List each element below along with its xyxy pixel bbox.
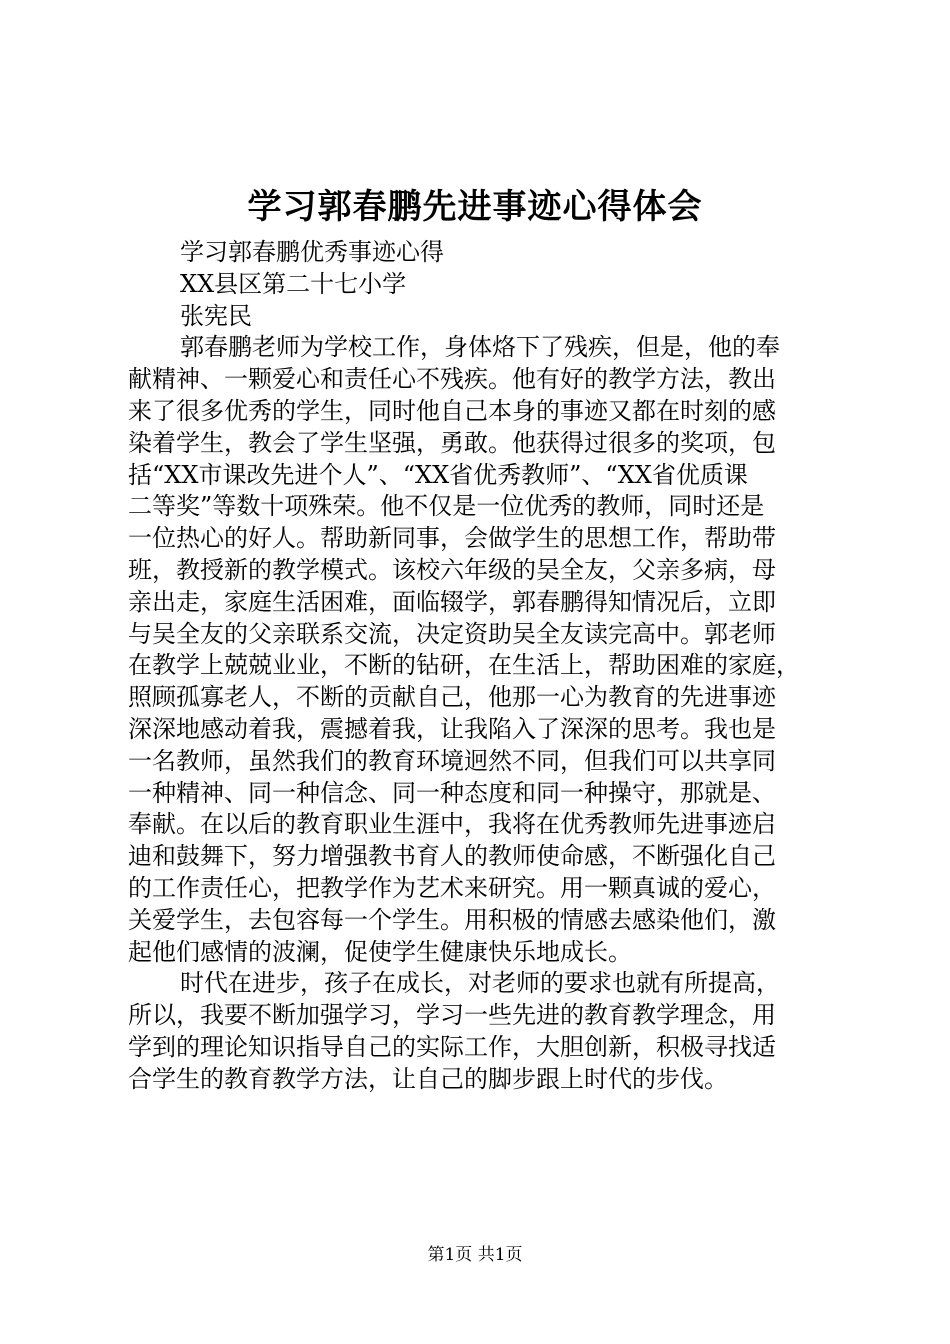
paragraph-line: 献精神、一颗爱心和责任心不残疾。他有好的教学方法，教出 — [128, 365, 776, 394]
page-footer: 第1页 共1页 — [427, 1245, 523, 1265]
paragraph-line: 所以，我要不断加强学习，学习一些先进的教育教学理念，用 — [128, 1001, 776, 1030]
paragraph-line: 一种精神、同一种信念、同一种态度和同一种操守，那就是、 — [128, 778, 776, 807]
paragraph-2 — [128, 968, 836, 1095]
paragraph-line: 郭春鹏老师为学校工作，身体烙下了残疾，但是，他的奉 — [180, 333, 780, 362]
paragraph-line: 括“XX市课改先进个人”、“XX省优秀教师”、“XX省优质课 — [128, 460, 748, 489]
paragraph-line: 班，教授新的教学模式。该校六年级的吴全友，父亲多病，母 — [128, 555, 776, 584]
paragraph-line: 奉献。在以后的教育职业生涯中，我将在优秀教师先进事迹启 — [128, 810, 776, 839]
paragraph-line: 照顾孤寡老人，不断的贡献自己，他那一心为教育的先进事迹 — [128, 683, 776, 712]
paragraph-line: 迪和鼓舞下，努力增强教书育人的教师使命感，不断强化自己 — [128, 842, 776, 871]
paragraph-line: 合学生的教育教学方法，让自己的脚步跟上时代的步伐。 — [128, 1064, 728, 1093]
paragraph-line: 起他们感情的波澜，促使学生健康快乐地成长。 — [128, 937, 632, 966]
paragraph-line: 一名教师，虽然我们的教育环境迥然不同，但我们可以共享同 — [128, 746, 776, 775]
document-subtitle: 学习郭春鹏优秀事迹心得 — [180, 238, 444, 266]
document-body — [128, 237, 836, 1096]
paragraph-line: 在教学上兢兢业业，不断的钻研，在生活上，帮助困难的家庭， — [128, 651, 800, 680]
document-title: 学习郭春鹏先进事迹心得体会 — [247, 187, 703, 227]
paragraph-line: 一位热心的好人。帮助新同事，会做学生的思想工作，帮助带 — [128, 524, 776, 553]
paragraph-line: 学到的理论知识指导自己的实际工作，大胆创新，积极寻找适 — [128, 1032, 776, 1061]
paragraph-line: 与吴全友的父亲联系交流，决定资助吴全友读完高中。郭老师 — [128, 619, 776, 648]
paragraph-line: 时代在进步，孩子在成长，对老师的要求也就有所提高， — [180, 969, 780, 998]
paragraph-line: 深深地感动着我，震撼着我，让我陷入了深深的思考。我也是 — [128, 714, 776, 743]
paragraph-line: 的工作责任心，把教学作为艺术来研究。用一颗真诚的爱心， — [128, 873, 776, 902]
paragraph-line: 二等奖”等数十项殊荣。他不仅是一位优秀的教师，同时还是 — [128, 492, 765, 521]
paragraph-line: 染着学生，教会了学生坚强，勇敢。他获得过很多的奖项，包 — [128, 428, 776, 457]
paragraph-line: 关爱学生，去包容每一个学生。用积极的情感去感染他们，激 — [128, 905, 776, 934]
paragraph-line: 来了很多优秀的学生，同时他自己本身的事迹又都在时刻的感 — [128, 396, 776, 425]
paragraph-1 — [128, 332, 836, 968]
author-name: 张宪民 — [180, 301, 252, 330]
school-name: XX县区第二十七小学 — [180, 269, 407, 298]
paragraph-line: 亲出走，家庭生活困难，面临辍学，郭春鹏得知情况后，立即 — [128, 587, 776, 616]
